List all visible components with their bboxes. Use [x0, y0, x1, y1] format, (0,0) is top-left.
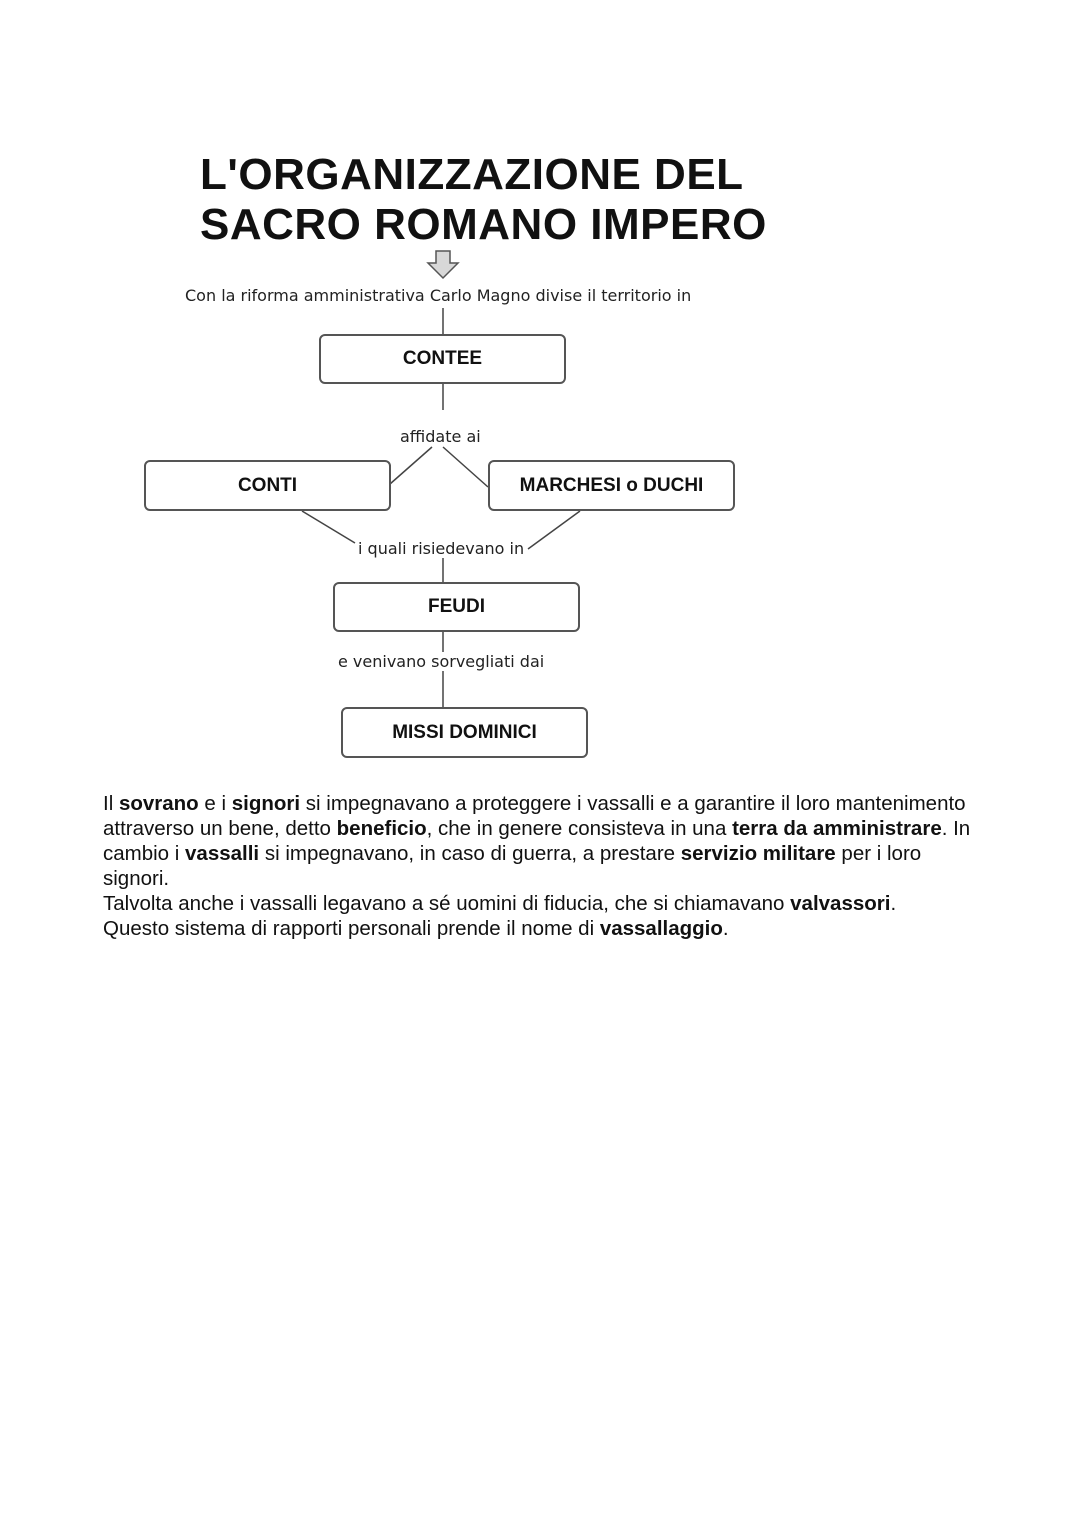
body-paragraph [103, 791, 983, 941]
paragraph-3: Questo sistema di rapporti personali prende il nome di vassallaggio. [103, 917, 729, 940]
connector-conti-risiedevano [302, 511, 355, 543]
paragraph-2: Talvolta anche i vassalli legavano a sé uomini di fiducia, che si chiamavano valvassori. [103, 892, 897, 915]
term-vassalli: vassalli [185, 842, 260, 865]
term-signori: signori [231, 792, 301, 815]
intro-label: Con la riforma amministrativa Carlo Magno divise il territorio in [185, 286, 692, 305]
term-servizio: servizio militare [680, 842, 836, 865]
term-beneficio: beneficio [336, 817, 427, 840]
term-valvassori: valvassori [790, 892, 891, 915]
box-marchesi-duchi: MARCHESI o DUCHI [488, 460, 735, 511]
term-terra: terra da amministrare [732, 817, 942, 840]
box-conti: CONTI [144, 460, 391, 511]
term-vassallaggio: vassallaggio [599, 917, 723, 940]
connector-affidate-marchesi [443, 447, 488, 487]
title-line-2: SACRO ROMANO IMPERO [200, 200, 767, 249]
page-title [200, 150, 767, 250]
title-line-1: L'ORGANIZZAZIONE DEL [200, 150, 744, 199]
paragraph-1: Il sovrano e i signori si impegnavano a proteggere i vassalli e a garantire il loro mantenimento attraverso un bene, detto beneficio, che in genere consisteva in una terra da amministrare. In cambio i vassalli si impegnavano, in caso di guerra, a prestare servizio militare per i loro signori. [103, 792, 971, 890]
connector-marchesi-risiedevano [528, 511, 580, 549]
label-affidate: affidate ai [400, 427, 481, 446]
connector-affidate-conti [390, 447, 432, 484]
box-contee: CONTEE [319, 334, 566, 384]
down-arrow-icon [428, 251, 458, 278]
box-feudi: FEUDI [333, 582, 580, 632]
term-sovrano: sovrano [118, 792, 199, 815]
label-sorvegliati: e venivano sorvegliati dai [338, 652, 545, 671]
label-risiedevano: i quali risiedevano in [358, 539, 525, 558]
box-missi-dominici: MISSI DOMINICI [341, 707, 588, 758]
